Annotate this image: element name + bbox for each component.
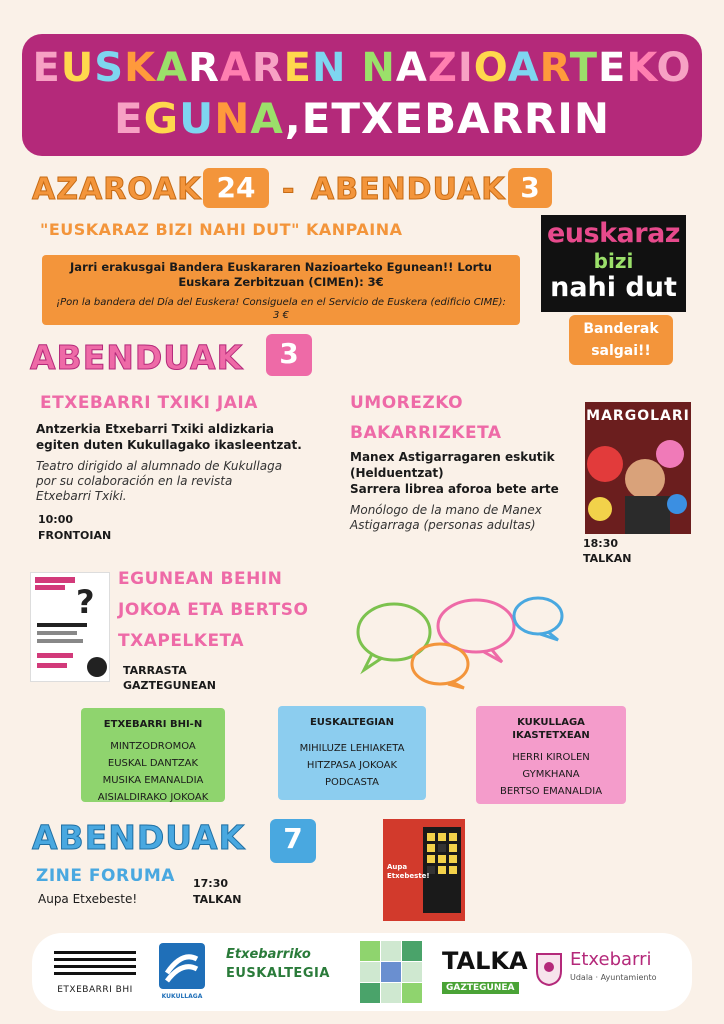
dec7-month: ABENDUAK bbox=[32, 818, 246, 857]
coat-of-arms-icon bbox=[534, 951, 564, 987]
logo-etxebarri-text: Etxebarri bbox=[570, 949, 652, 970]
poster-title bbox=[387, 863, 430, 881]
activity-item: HERRI KIROLEN bbox=[512, 752, 590, 763]
umorezko-description bbox=[350, 449, 575, 533]
title-letter: A bbox=[507, 45, 540, 91]
logo-kukullaga-text: KUKULLAGA bbox=[161, 993, 203, 1000]
txiki-es-2: por su colaboración en la revista bbox=[36, 474, 233, 488]
umorezko-title-1: UMOREZKO bbox=[350, 393, 464, 413]
dec3-month: ABENDUAK bbox=[30, 338, 244, 377]
umorezko-eu-2: (Helduentzat) bbox=[350, 466, 444, 480]
campaign-info-box bbox=[42, 255, 520, 325]
title-letter: A bbox=[156, 45, 189, 91]
title-letter: N bbox=[311, 45, 347, 91]
txiki-time: 10:00 bbox=[38, 513, 74, 526]
activity-box-bhi-title: ETXEBARRI BHI-N bbox=[103, 719, 203, 730]
margolari-poster bbox=[585, 402, 691, 534]
activity-box-kukullaga bbox=[476, 706, 626, 804]
title-letter: A bbox=[219, 45, 252, 91]
logo-udala-text: Udala · Ayuntamiento bbox=[570, 973, 657, 982]
euskaraz-bizi-image bbox=[541, 215, 686, 312]
activity-item: HITZPASA JOKOAK bbox=[306, 760, 398, 771]
kukullaga-icon bbox=[159, 943, 205, 989]
umorezko-eu-1: Manex Astigarragaren eskutik bbox=[350, 450, 555, 464]
zine-time: 17:30 bbox=[193, 877, 229, 890]
logo-etxebarri-bhi bbox=[50, 947, 140, 995]
title-letter: K bbox=[626, 45, 657, 91]
jokoa-place-1: TARRASTA bbox=[123, 664, 187, 677]
poster-title-2: Etxebeste! bbox=[387, 872, 430, 880]
zine-film: Aupa Etxebeste! bbox=[38, 892, 138, 906]
title-letter: E bbox=[113, 94, 144, 143]
txiki-title: ETXEBARRI TXIKI JAIA bbox=[40, 393, 258, 413]
umorezko-es-1: Monólogo de la mano de Manex bbox=[350, 503, 542, 517]
logo-talka-sub: GAZTEGUNEA bbox=[442, 982, 519, 994]
end-day-badge: 3 bbox=[508, 168, 552, 208]
txiki-es-3: Etxebarri Txiki. bbox=[36, 489, 127, 503]
title-letter: Z bbox=[427, 45, 458, 91]
start-month: AZAROAK bbox=[32, 172, 202, 207]
title-line-1 bbox=[22, 44, 702, 92]
title-letter: R bbox=[539, 45, 570, 91]
title-letter: , bbox=[284, 94, 302, 143]
title-letter: R bbox=[188, 45, 220, 91]
bhi-stripes-icon bbox=[50, 947, 140, 981]
badge-line-2: salgai!! bbox=[591, 343, 651, 359]
logo-talka-text: TALKA bbox=[442, 947, 528, 975]
poster-title-1: Aupa bbox=[387, 863, 408, 871]
logo-etxebarri-bhi-text: ETXEBARRI BHI bbox=[57, 985, 133, 995]
aupa-etxebeste-poster bbox=[383, 819, 465, 921]
margolari-poster-art bbox=[585, 424, 691, 534]
title-line-2: EGUNA,ETXEBARRIN bbox=[113, 94, 611, 143]
badge-line-1: Banderak bbox=[583, 321, 659, 337]
activity-item: EUSKAL DANTZAK bbox=[107, 758, 199, 769]
logo-kukullaga bbox=[157, 943, 207, 1000]
title-letter: U bbox=[60, 45, 95, 91]
txiki-place: FRONTOIAN bbox=[38, 529, 112, 542]
title-letter: A bbox=[250, 94, 285, 143]
umorezko-time: 18:30 bbox=[583, 537, 619, 550]
activity-item: MIHILUZE LEHIAKETA bbox=[299, 743, 405, 754]
title-letter: E bbox=[283, 45, 312, 91]
jokoa-poster-art bbox=[31, 573, 110, 682]
title-letter: R bbox=[251, 45, 284, 91]
jokoa-title-1: EGUNEAN BEHIN bbox=[118, 569, 283, 589]
title-letter: E bbox=[32, 45, 61, 91]
umorezko-title-2: BAKARRIZKETA bbox=[350, 423, 502, 443]
footer-logos bbox=[32, 933, 692, 1011]
umorezko-es-2: Astigarraga (personas adultas) bbox=[350, 518, 536, 532]
zine-place: TALKAN bbox=[193, 893, 242, 906]
txiki-description bbox=[36, 421, 336, 504]
activity-box-kukullaga-title-2: IKASTETXEAN bbox=[512, 730, 590, 741]
activity-item: MUSIKA EMANALDIA bbox=[102, 775, 204, 786]
title-letter: U bbox=[179, 94, 215, 143]
jokoa-title-3: TXAPELKETA bbox=[118, 631, 244, 651]
pattern-logo-icon bbox=[360, 941, 422, 1003]
activity-box-kukullaga-title-1: KUKULLAGA bbox=[517, 717, 585, 728]
title-letter bbox=[346, 45, 361, 91]
date-dash: - bbox=[282, 172, 296, 207]
logo-euskaltegia-line1: Etxebarriko bbox=[226, 947, 311, 962]
activity-item: GYMKHANA bbox=[522, 769, 580, 780]
bizi-word: bizi bbox=[593, 249, 634, 273]
logo-euskaltegia-line2: EUSKALTEGIA bbox=[226, 966, 330, 981]
dec3-day-badge: 3 bbox=[266, 334, 312, 376]
txiki-eu-2: egiten duten Kukullagako ikasleentzat. bbox=[36, 438, 302, 452]
txiki-es-1: Teatro dirigido al alumnado de Kukullaga bbox=[36, 459, 283, 473]
campaign-es-text: ¡Pon la bandera del Día del Euskera! Consiguela en el Servicio de Euskera (edificio CIME): 3 € bbox=[56, 297, 506, 321]
svg-text:?: ? bbox=[76, 583, 95, 621]
activity-box-euskaltegia-title: EUSKALTEGIAN bbox=[309, 717, 395, 728]
euskaraz-word: euskaraz bbox=[546, 218, 681, 249]
jokoa-place-2: GAZTEGUNEAN bbox=[123, 679, 216, 692]
dec7-day-badge: 7 bbox=[270, 819, 316, 863]
logo-talka bbox=[442, 947, 528, 994]
start-day-badge: 24 bbox=[203, 168, 269, 208]
campaign-title: "EUSKARAZ BIZI NAHI DUT" KANPAINA bbox=[40, 220, 403, 239]
activity-box-euskaltegia bbox=[278, 706, 426, 800]
title-letter: G bbox=[143, 94, 180, 143]
title-letter: A bbox=[395, 45, 428, 91]
activity-item: PODCASTA bbox=[325, 777, 379, 788]
activity-item: MINTZODROMOA bbox=[110, 741, 196, 752]
title-letter: K bbox=[124, 45, 157, 91]
speech-bubbles-decoration bbox=[352, 588, 568, 692]
title-letter: O bbox=[473, 45, 508, 91]
logo-euskaltegia bbox=[226, 947, 346, 981]
umorezko-place: TALKAN bbox=[583, 552, 632, 565]
end-month: ABENDUAK bbox=[311, 172, 506, 207]
txiki-eu-1: Antzerkia Etxebarri Txiki aldizkaria bbox=[36, 422, 275, 436]
activity-item: BERTSO EMANALDIA bbox=[499, 786, 603, 797]
banderak-salgai-badge bbox=[569, 315, 673, 365]
campaign-eu-text: Jarri erakusgai Bandera Euskararen Nazioarteko Egunean!! Lortu Euskara Zerbitzuan (CIMEn): 3€ bbox=[70, 260, 492, 289]
title-letter: N bbox=[214, 94, 251, 143]
activity-box-bhi bbox=[81, 708, 225, 802]
title-letter: T bbox=[569, 45, 598, 91]
title-letter: I bbox=[457, 45, 474, 91]
title-banner bbox=[22, 34, 702, 156]
umorezko-eu-3: Sarrera librea aforoa bete arte bbox=[350, 482, 559, 496]
title-letter: S bbox=[94, 45, 125, 91]
activity-item: AISIALDIRAKO JOKOAK bbox=[97, 792, 209, 803]
title-letter: N bbox=[361, 45, 396, 91]
title-letter: O bbox=[656, 45, 692, 91]
title-letter: E bbox=[597, 45, 627, 91]
jokoa-poster bbox=[30, 572, 110, 682]
margolari-poster-title: MARGOLARI bbox=[586, 408, 690, 424]
nahi-dut-word: nahi dut bbox=[550, 272, 677, 303]
logo-pattern bbox=[360, 941, 422, 1003]
jokoa-title-2: JOKOA ETA BERTSO bbox=[118, 600, 309, 620]
zine-title: ZINE FORUMA bbox=[36, 866, 175, 886]
